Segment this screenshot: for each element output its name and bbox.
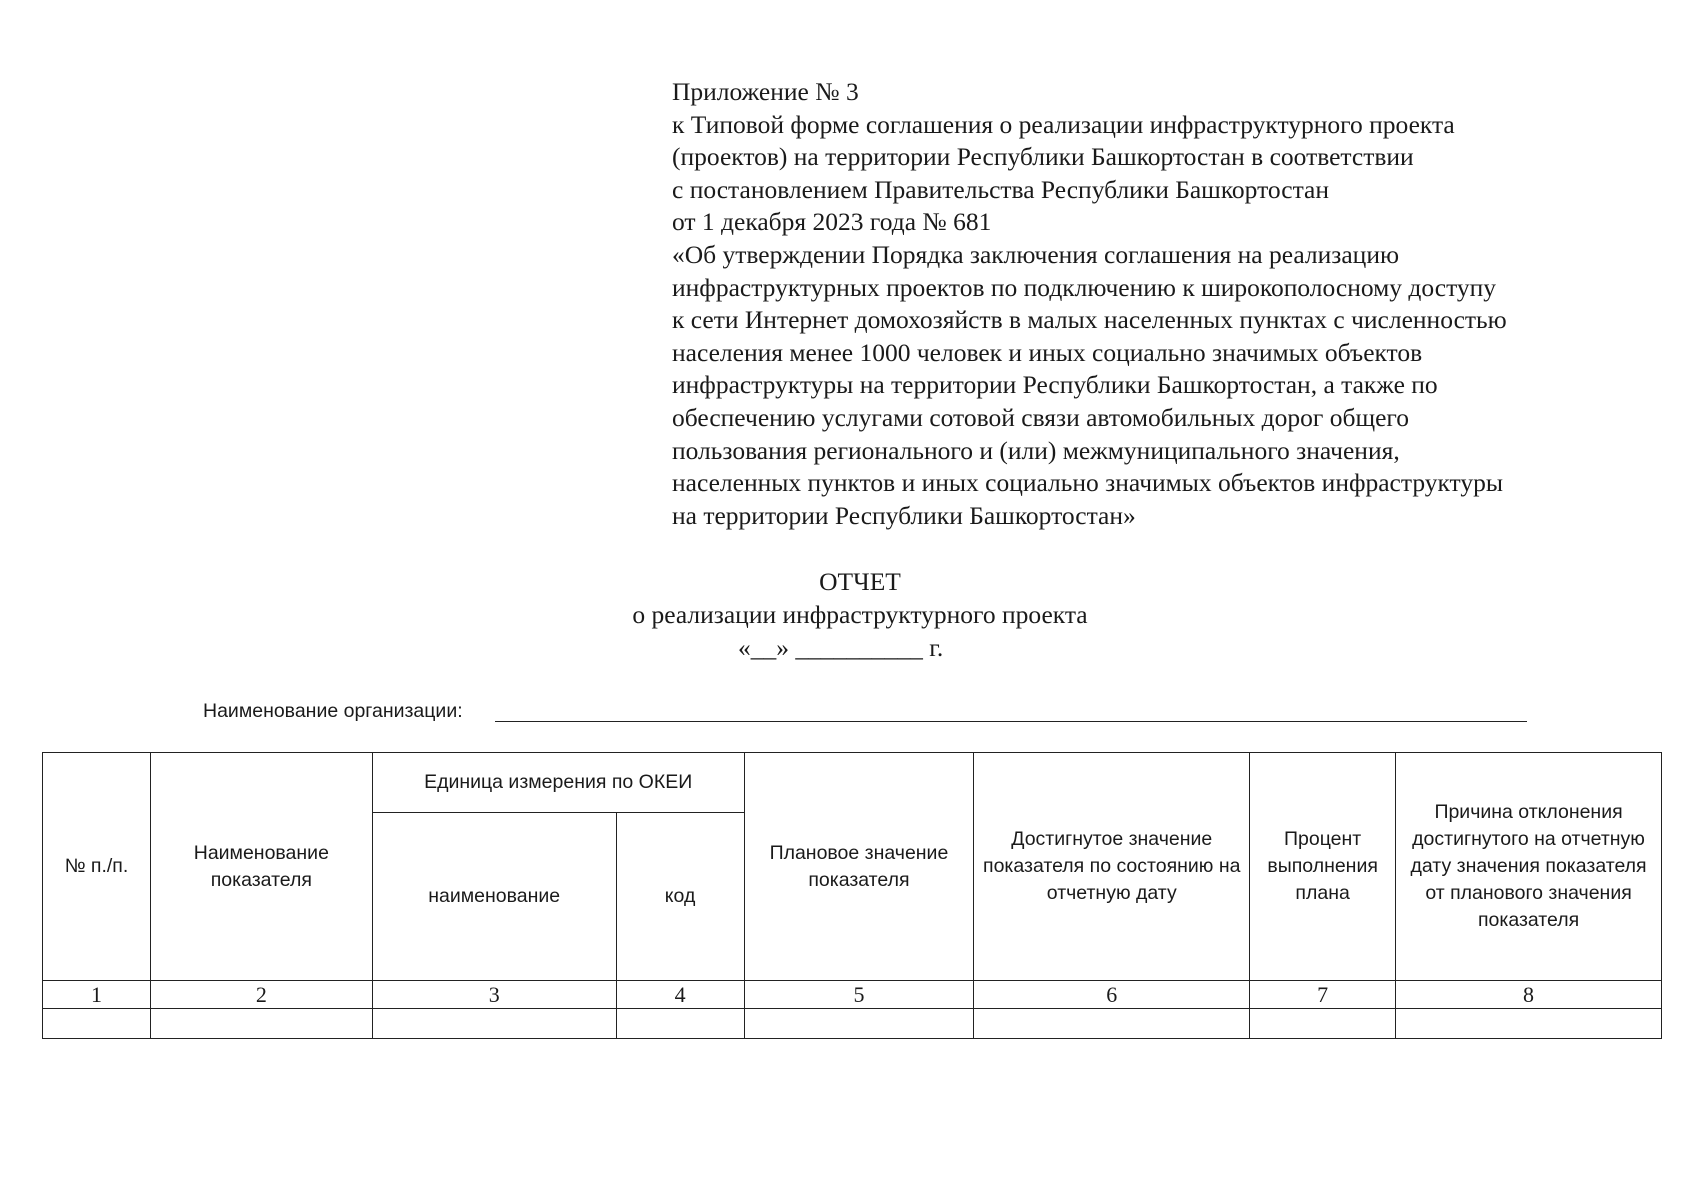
empty-cell[interactable] bbox=[1396, 1009, 1662, 1039]
appendix-line: от 1 декабря 2023 года № 681 bbox=[672, 207, 992, 237]
appendix-line: к сети Интернет домохозяйств в малых населенных пунктах с численностью bbox=[672, 305, 1507, 335]
empty-cell[interactable] bbox=[1250, 1009, 1396, 1039]
organization-label: Наименование организации: bbox=[203, 700, 463, 722]
appendix-line: населенных пунктов и иных социально значимых объектов инфраструктуры bbox=[672, 468, 1503, 498]
report-subtitle: о реализации инфраструктурного проекта bbox=[632, 599, 1088, 629]
report-title: ОТЧЕТ bbox=[819, 567, 901, 596]
empty-cell[interactable] bbox=[744, 1009, 974, 1039]
appendix-line: пользования регионального и (или) межмуниципального значения, bbox=[672, 435, 1400, 465]
column-number: 2 bbox=[150, 981, 372, 1009]
appendix-line: «Об утверждении Порядка заключения соглашения на реализацию bbox=[672, 239, 1400, 269]
appendix-line: инфраструктуры на территории Республики Башкортостан, а также по bbox=[672, 370, 1438, 400]
header-okei-code: код bbox=[616, 813, 744, 981]
column-number: 5 bbox=[744, 981, 974, 1009]
column-number: 3 bbox=[372, 981, 616, 1009]
appendix-line: (проектов) на территории Республики Башкортостан в соответствии bbox=[672, 142, 1414, 172]
header-deviation-reason: Причина отклонения достигнутого на отчетную дату значения показателя от планового значения показателя bbox=[1396, 753, 1662, 981]
appendix-line: с постановлением Правительства Республики Башкортостан bbox=[672, 174, 1330, 204]
header-okei-group: Единица измерения по ОКЕИ bbox=[372, 753, 744, 813]
appendix-line: населения менее 1000 человек и иных социально значимых объектов bbox=[672, 337, 1423, 367]
report-table bbox=[42, 752, 1662, 1039]
empty-cell[interactable] bbox=[372, 1009, 616, 1039]
empty-cell[interactable] bbox=[43, 1009, 151, 1039]
header-indicator-name: Наименование показателя bbox=[150, 753, 372, 981]
appendix-line: к Типовой форме соглашения о реализации инфраструктурного проекта bbox=[672, 109, 1455, 139]
appendix-line: Приложение № 3 bbox=[672, 77, 859, 106]
header-planned-value: Плановое значение показателя bbox=[744, 753, 974, 981]
report-heading bbox=[500, 566, 1220, 631]
header-achieved-value: Достигнутое значение показателя по состоянию на отчетную дату bbox=[974, 753, 1250, 981]
empty-cell[interactable] bbox=[974, 1009, 1250, 1039]
empty-cell[interactable] bbox=[150, 1009, 372, 1039]
appendix-line: на территории Республики Башкортостан» bbox=[672, 500, 1136, 530]
column-number: 1 bbox=[43, 981, 151, 1009]
header-okei-name: наименование bbox=[372, 813, 616, 981]
appendix-line: инфраструктурных проектов по подключению к широкополосному доступу bbox=[672, 272, 1497, 302]
column-number: 4 bbox=[616, 981, 744, 1009]
appendix-line: обеспечению услугами сотовой связи автомобильных дорог общего bbox=[672, 402, 1409, 432]
report-date-line: «__» __________ г. bbox=[738, 633, 944, 662]
column-number: 8 bbox=[1396, 981, 1662, 1009]
header-completion-percent: Процент выполнения плана bbox=[1250, 753, 1396, 981]
appendix-block bbox=[672, 76, 1672, 532]
organization-name-field[interactable] bbox=[495, 721, 1527, 722]
header-number: № п./п. bbox=[43, 753, 151, 981]
empty-cell[interactable] bbox=[616, 1009, 744, 1039]
column-number: 7 bbox=[1250, 981, 1396, 1009]
column-number: 6 bbox=[974, 981, 1250, 1009]
